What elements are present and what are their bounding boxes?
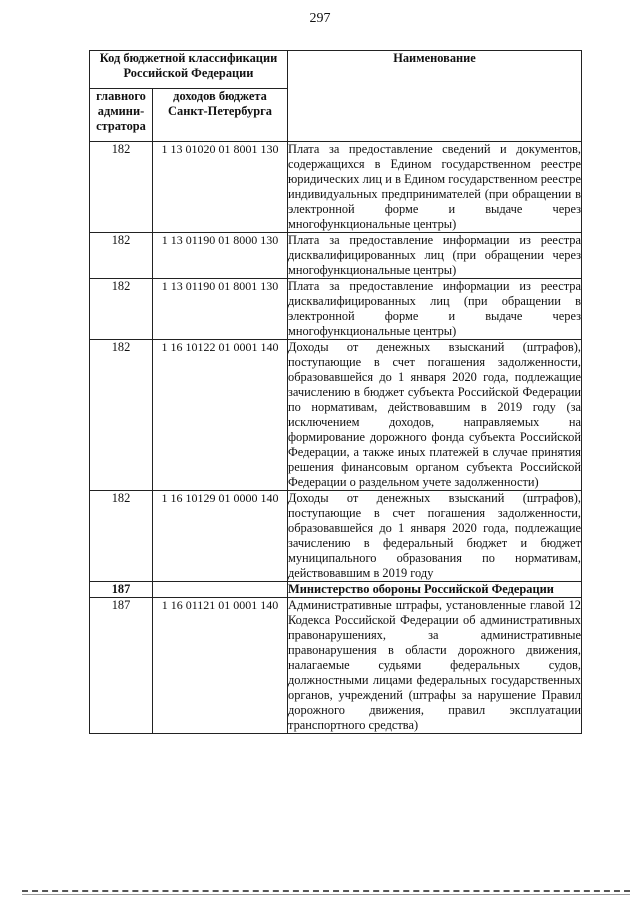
- scan-edge-line: [22, 894, 630, 895]
- admin-code-cell: 182: [90, 142, 153, 233]
- name-cell: Административные штрафы, установленные главой 12 Кодекса Российской Федерации об административных правонарушениях, за административные правонарушения в области дорожного движения, налагаемые судьями федеральных судов, должностными лицами федеральных государственных органов, учреждений (штрафы за нарушение Правил дорожного движения, правил эксплуатации транспортного средства): [288, 598, 581, 732]
- table-row: [90, 142, 582, 233]
- admin-code-cell: 182: [90, 491, 153, 582]
- name-cell: Доходы от денежных взысканий (штрафов), поступающие в счет погашения задолженности, образовавшейся до 1 января 2020 года, подлежащие зачислению в бюджет субъекта Российской Федерации по нормативам, действовавшим в 2019 году (за исключением доходов, направляемых на формирование дорожного фонда субъекта Российской Федерации, а также иных платежей в случае принятия решения финансовым органом субъекта Российской Федерации о раздельном учете задолженности): [288, 340, 581, 489]
- revenue-code-cell: 1 16 10122 01 0001 140: [153, 340, 288, 491]
- admin-code-cell: 182: [90, 233, 153, 279]
- name-cell: Плата за предоставление информации из реестра дисквалифицированных лиц (при обращении в электронной форме и выдаче через многофункциональные центры): [288, 279, 581, 338]
- table-row: [90, 340, 582, 491]
- ministry-name-cell: Министерство обороны Российской Федерации: [288, 582, 582, 598]
- page-number: 297: [309, 11, 331, 26]
- header-code-group: Код бюджетной классификации Российской Федерации: [90, 51, 288, 89]
- table-row: [90, 233, 582, 279]
- table-row: [90, 598, 582, 734]
- header-admin-column: главного админи-стратора: [90, 89, 153, 142]
- admin-code-cell: 187: [90, 582, 153, 598]
- header-revenue-column: доходов бюджета Санкт-Петербурга: [153, 89, 288, 142]
- revenue-code-cell: 1 13 01190 01 8000 130: [153, 233, 288, 279]
- revenue-code-cell: 1 13 01020 01 8001 130: [153, 142, 288, 233]
- admin-code-cell: 187: [90, 598, 153, 734]
- name-cell: Плата за предоставление информации из реестра дисквалифицированных лиц (при обращении через многофункциональные центры): [288, 233, 581, 277]
- table-row: [90, 491, 582, 582]
- admin-code-cell: 182: [90, 279, 153, 340]
- revenue-code-cell: 1 16 10129 01 0000 140: [153, 491, 288, 582]
- revenue-code-cell: [153, 582, 288, 598]
- table-header-row: [90, 51, 582, 89]
- budget-classification-table: [89, 50, 582, 734]
- table-row: [90, 279, 582, 340]
- name-cell: Плата за предоставление сведений и документов, содержащихся в Едином государственном реестре юридических лиц и в Едином государственном реестре индивидуальных предпринимателей (при обращении в электронной форме и выдаче через многофункциональные центры): [288, 142, 581, 231]
- revenue-code-cell: 1 16 01121 01 0001 140: [153, 598, 288, 734]
- header-name: Наименование: [288, 51, 582, 142]
- table-row-ministry: [90, 582, 582, 598]
- admin-code-cell: 182: [90, 340, 153, 491]
- revenue-code-cell: 1 13 01190 01 8001 130: [153, 279, 288, 340]
- name-cell: Доходы от денежных взысканий (штрафов), поступающие в счет погашения задолженности, образовавшейся до 1 января 2020 года, подлежащие зачислению в федеральный бюджет и бюджет муниципального образования по нормативам, действовавшим в 2019 году: [288, 491, 581, 580]
- scan-edge-line: [22, 890, 630, 892]
